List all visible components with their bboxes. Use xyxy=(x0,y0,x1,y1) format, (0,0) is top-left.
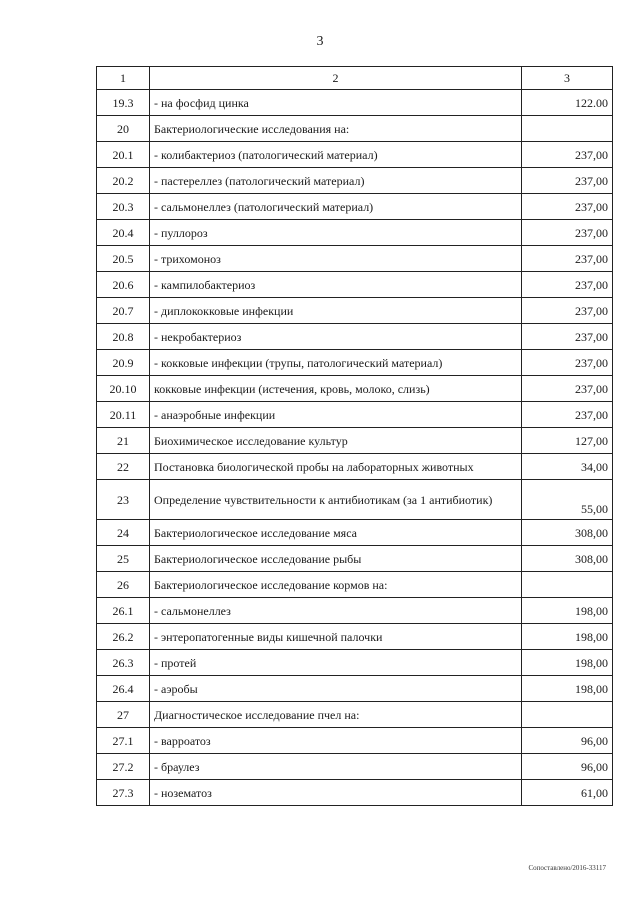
table-row xyxy=(97,350,613,376)
row-service-name: - кампилобактериоз xyxy=(150,272,522,298)
price-table xyxy=(96,66,613,806)
row-service-name: Бактериологические исследования на: xyxy=(150,116,522,142)
row-number: 20.5 xyxy=(97,246,150,272)
row-service-name: - пастереллез (патологический материал) xyxy=(150,168,522,194)
table-row xyxy=(97,572,613,598)
table-row xyxy=(97,454,613,480)
row-service-name: - аэробы xyxy=(150,676,522,702)
row-service-name: - диплококковые инфекции xyxy=(150,298,522,324)
row-service-name: Диагностическое исследование пчел на: xyxy=(150,702,522,728)
row-number: 20.6 xyxy=(97,272,150,298)
row-price: 96,00 xyxy=(522,728,613,754)
row-service-name: - энтеропатогенные виды кишечной палочки xyxy=(150,624,522,650)
row-price: 237,00 xyxy=(522,194,613,220)
row-service-name: - анаэробные инфекции xyxy=(150,402,522,428)
table-row xyxy=(97,194,613,220)
row-service-name: - колибактериоз (патологический материал) xyxy=(150,142,522,168)
header-col-2: 2 xyxy=(150,67,522,90)
row-price: 127,00 xyxy=(522,428,613,454)
row-price: 237,00 xyxy=(522,220,613,246)
table-row xyxy=(97,520,613,546)
row-price xyxy=(522,572,613,598)
row-service-name: Бактериологическое исследование мяса xyxy=(150,520,522,546)
row-service-name: Биохимическое исследование культур xyxy=(150,428,522,454)
row-service-name: - пуллороз xyxy=(150,220,522,246)
row-price: 237,00 xyxy=(522,142,613,168)
row-price: 34,00 xyxy=(522,454,613,480)
row-number: 26.1 xyxy=(97,598,150,624)
row-price: 237,00 xyxy=(522,168,613,194)
row-price: 61,00 xyxy=(522,780,613,806)
row-number: 25 xyxy=(97,546,150,572)
row-price: 308,00 xyxy=(522,546,613,572)
table-row xyxy=(97,90,613,116)
row-number: 26.3 xyxy=(97,650,150,676)
row-service-name: - сальмонеллез xyxy=(150,598,522,624)
row-price: 237,00 xyxy=(522,272,613,298)
table-row xyxy=(97,702,613,728)
row-number: 26 xyxy=(97,572,150,598)
footer-note: Сопоставлено/2016-33117 xyxy=(528,864,606,872)
row-service-name: - кокковые инфекции (трупы, патологический материал) xyxy=(150,350,522,376)
row-price: 237,00 xyxy=(522,402,613,428)
row-service-name: - сальмонеллез (патологический материал) xyxy=(150,194,522,220)
row-price: 237,00 xyxy=(522,246,613,272)
row-number: 26.4 xyxy=(97,676,150,702)
row-number: 20.3 xyxy=(97,194,150,220)
row-number: 22 xyxy=(97,454,150,480)
table-row xyxy=(97,298,613,324)
table-row xyxy=(97,728,613,754)
table-row xyxy=(97,754,613,780)
table-row xyxy=(97,428,613,454)
table-row xyxy=(97,676,613,702)
row-service-name: - на фосфид цинка xyxy=(150,90,522,116)
row-service-name: кокковые инфекции (истечения, кровь, молоко, слизь) xyxy=(150,376,522,402)
row-service-name: Бактериологическое исследование кормов на: xyxy=(150,572,522,598)
row-price: 237,00 xyxy=(522,324,613,350)
row-number: 27 xyxy=(97,702,150,728)
row-number: 20.7 xyxy=(97,298,150,324)
table-row xyxy=(97,480,613,520)
table-row xyxy=(97,272,613,298)
row-number: 20.11 xyxy=(97,402,150,428)
row-number: 20.9 xyxy=(97,350,150,376)
row-service-name: - варроатоз xyxy=(150,728,522,754)
table-row xyxy=(97,324,613,350)
row-number: 21 xyxy=(97,428,150,454)
row-number: 27.1 xyxy=(97,728,150,754)
table-row xyxy=(97,546,613,572)
row-service-name: Определение чувствительности к антибиотикам (за 1 антибиотик) xyxy=(150,480,522,520)
row-service-name: - некробактериоз xyxy=(150,324,522,350)
table-row xyxy=(97,598,613,624)
table-row xyxy=(97,168,613,194)
row-price xyxy=(522,116,613,142)
row-number: 20.4 xyxy=(97,220,150,246)
row-service-name: - браулез xyxy=(150,754,522,780)
header-col-3: 3 xyxy=(522,67,613,90)
row-price: 96,00 xyxy=(522,754,613,780)
table-row xyxy=(97,116,613,142)
table-row xyxy=(97,220,613,246)
price-table-body xyxy=(97,67,613,806)
header-col-1: 1 xyxy=(97,67,150,90)
row-service-name: Постановка биологической пробы на лабораторных животных xyxy=(150,454,522,480)
row-price: 55,00 xyxy=(522,480,613,520)
row-price: 237,00 xyxy=(522,350,613,376)
table-row xyxy=(97,624,613,650)
row-service-name: - протей xyxy=(150,650,522,676)
row-price: 237,00 xyxy=(522,376,613,402)
row-price: 198,00 xyxy=(522,676,613,702)
table-row xyxy=(97,402,613,428)
row-number: 24 xyxy=(97,520,150,546)
row-number: 27.3 xyxy=(97,780,150,806)
row-number: 20 xyxy=(97,116,150,142)
row-number: 20.1 xyxy=(97,142,150,168)
page-number: 3 xyxy=(316,34,324,49)
row-service-name: - трихомоноз xyxy=(150,246,522,272)
row-number: 27.2 xyxy=(97,754,150,780)
row-service-name: - нозематоз xyxy=(150,780,522,806)
row-price: 198,00 xyxy=(522,650,613,676)
row-price: 122.00 xyxy=(522,90,613,116)
row-service-name: Бактериологическое исследование рыбы xyxy=(150,546,522,572)
row-number: 23 xyxy=(97,480,150,520)
table-row xyxy=(97,650,613,676)
row-price xyxy=(522,702,613,728)
table-row xyxy=(97,246,613,272)
table-row xyxy=(97,142,613,168)
row-price: 198,00 xyxy=(522,624,613,650)
table-row xyxy=(97,376,613,402)
row-number: 20.8 xyxy=(97,324,150,350)
row-number: 19.3 xyxy=(97,90,150,116)
row-price: 237,00 xyxy=(522,298,613,324)
table-header-row xyxy=(97,67,613,90)
row-price: 198,00 xyxy=(522,598,613,624)
row-price: 308,00 xyxy=(522,520,613,546)
table-row xyxy=(97,780,613,806)
row-number: 20.10 xyxy=(97,376,150,402)
row-number: 26.2 xyxy=(97,624,150,650)
row-number: 20.2 xyxy=(97,168,150,194)
